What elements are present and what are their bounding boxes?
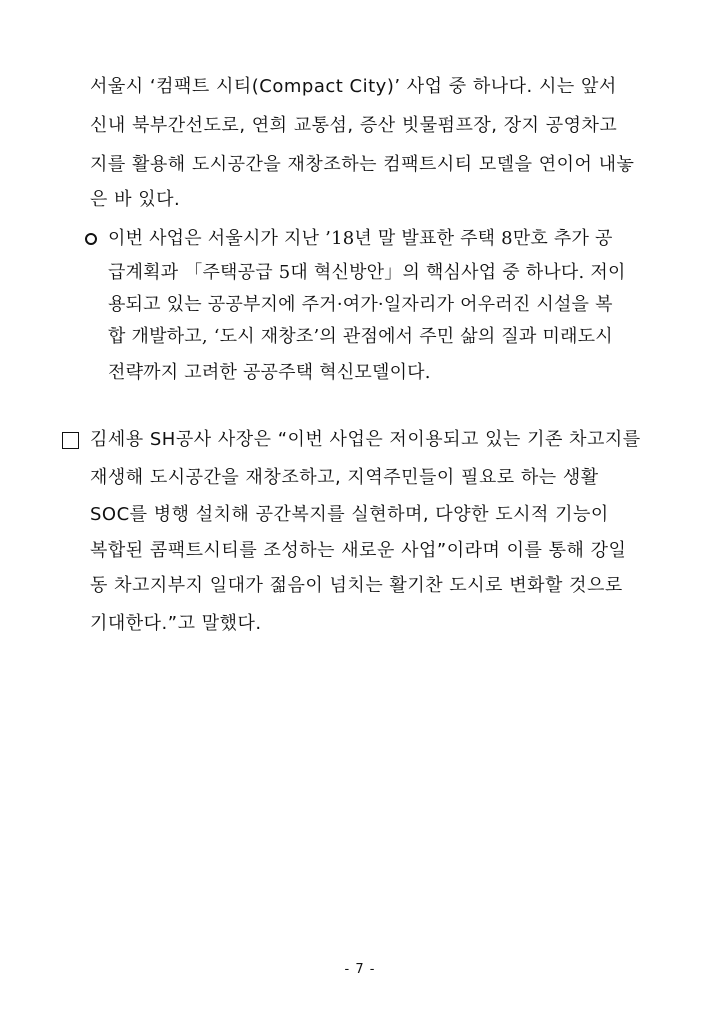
continuation-line-3: 지를 활용해 도시공간을 재창조하는 컴팩트시티 모델을 연이어 내놓: [90, 154, 635, 175]
continuation-line-4: 은 바 있다.: [90, 189, 181, 210]
sub-bullet-line-3: 용되고 있는 공공부지에 주거·여가·일자리가 어우러진 시설을 복: [108, 294, 613, 315]
continuation-line-1: 서울시 ‘컴팩트 시티(Compact City)’ 사업 중 하나다. 시는 앞서: [90, 76, 617, 97]
square-bullet-icon: [62, 432, 79, 449]
page-number: - 7 -: [344, 962, 376, 977]
sub-bullet-line-1: 이번 사업은 서울시가 지난 ’18년 말 발표한 주택 8만호 추가 공: [108, 228, 613, 249]
sub-bullet-line-5: 전략까지 고려한 공공주택 혁신모델이다.: [108, 362, 431, 383]
sub-bullet-line-4: 합 개발하고, ‘도시 재창조’의 관점에서 주민 삶의 질과 미래도시: [108, 326, 613, 347]
main-bullet-line-6: 기대한다.”고 말했다.: [90, 613, 262, 634]
main-bullet-line-4: 복합된 콤팩트시티를 조성하는 새로운 사업”이라며 이를 통해 강일: [90, 540, 627, 561]
main-bullet-line-1: 김세용 SH공사 사장은 “이번 사업은 저이용되고 있는 기존 차고지를: [90, 429, 641, 450]
circle-bullet-icon: [85, 233, 97, 245]
main-bullet-line-3: SOC를 병행 설치해 공간복지를 실현하며, 다양한 도시적 기능이: [90, 504, 609, 525]
continuation-line-2: 신내 북부간선도로, 연희 교통섬, 증산 빗물펌프장, 장지 공영차고: [90, 115, 618, 136]
main-bullet-line-5: 동 차고지부지 일대가 젊음이 넘치는 활기찬 도시로 변화할 것으로: [90, 575, 623, 596]
main-bullet-line-2: 재생해 도시공간을 재창조하고, 지역주민들이 필요로 하는 생활: [90, 467, 599, 488]
sub-bullet-line-2: 급계획과 「주택공급 5대 혁신방안」의 핵심사업 중 하나다. 저이: [108, 262, 626, 283]
